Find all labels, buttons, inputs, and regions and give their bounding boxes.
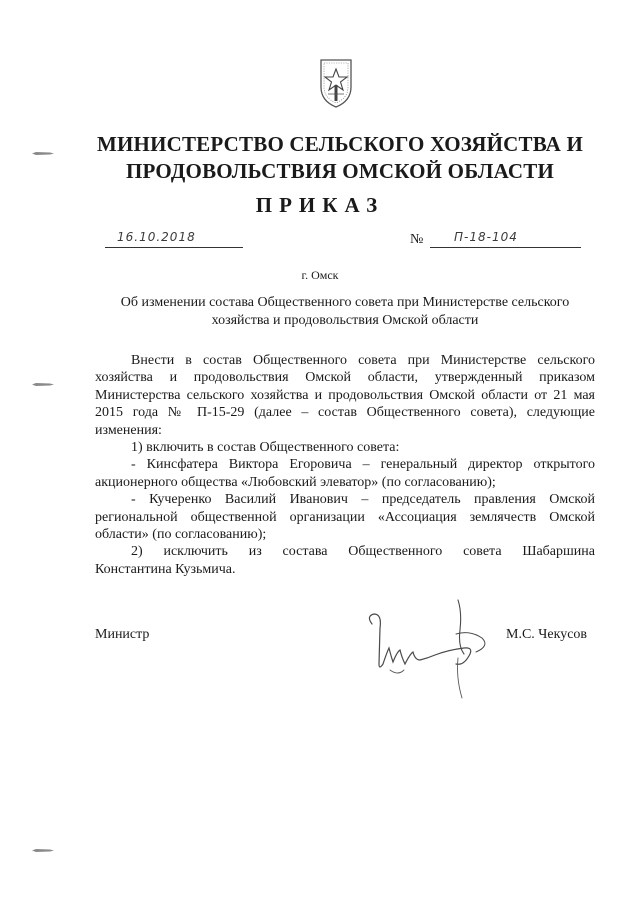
ministry-name-line: ПРОДОВОЛЬСТВИЯ ОМСКОЙ ОБЛАСТИ xyxy=(125,159,555,183)
punch-hole-mark xyxy=(32,151,54,155)
order-date-field xyxy=(105,230,243,248)
city: г. Омск xyxy=(301,268,339,282)
order-title: ПРИКАЗ xyxy=(255,193,385,217)
subject-line: хозяйства и продовольствия Омской области xyxy=(211,313,479,328)
order-number-field xyxy=(430,230,581,248)
subject-line: Об изменении состава Общественного совета при Министерстве сельского xyxy=(120,295,570,310)
order-body xyxy=(95,352,595,578)
body-item-2-line: Константина Кузьмича. xyxy=(95,561,236,577)
order-date: 16.10.2018 xyxy=(117,230,196,244)
order-subject xyxy=(95,294,595,330)
punch-hole-mark xyxy=(32,848,54,852)
handwritten-signature xyxy=(360,594,495,704)
ministry-name-line: МИНИСТЕРСТВО СЕЛЬСКОГО ХОЗЯЙСТВА И xyxy=(96,132,583,156)
body-item-1-b: - Кучеренко Василий Иванович – председатель правления Омской региональной общественной организации «Ассоциация землячеств Омской области» (по согласованию); xyxy=(95,492,595,543)
ministry-name xyxy=(60,131,620,185)
order-number-label: № xyxy=(410,232,424,247)
signatory-position: Министр xyxy=(95,627,150,642)
order-number: П-18-104 xyxy=(454,230,518,244)
body-intro-paragraph: Внести в состав Общественного совета при Министерстве сельского хозяйства и продовольствия Омской области, утвержденный приказом Министерства сельского хозяйства и продовольствия Омской области от 21 мая 2015 года № П-15-29 (далее – состав Общественного совета), следующие изменения: xyxy=(95,353,595,438)
body-item-1-a: - Кинсфатера Виктора Егоровича – генеральный директор открытого акционерного общества «Любовский элеватор» (по согласованию); xyxy=(95,457,595,490)
body-item-1: 1) включить в состав Общественного совета: xyxy=(131,440,400,456)
body-item-2-line: 2) исключить из состава Общественного совета Шабаршина xyxy=(131,544,595,560)
signatory-name: М.С. Чекусов xyxy=(506,627,588,642)
punch-hole-mark xyxy=(32,382,54,386)
omsk-region-coat-of-arms-icon xyxy=(318,57,354,109)
